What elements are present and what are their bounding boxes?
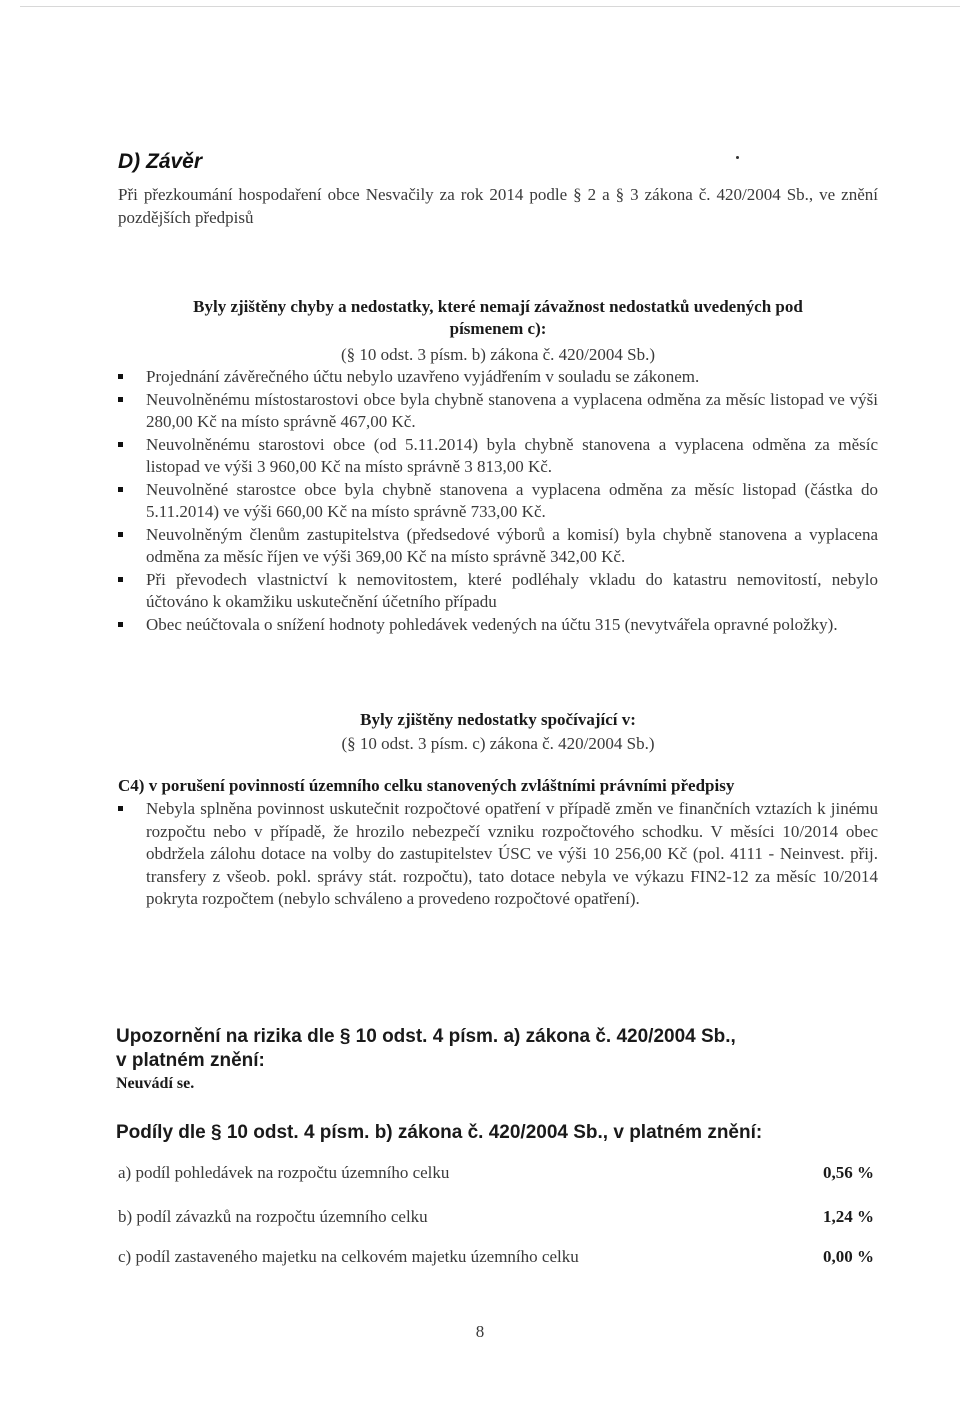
stray-dot <box>736 156 739 159</box>
errors-heading-line1: Byly zjištěny chyby a nedostatky, které nemají závažnost nedostatků uvedených pod <box>193 297 803 316</box>
deficiencies-list <box>118 798 878 911</box>
list-item <box>118 366 878 389</box>
list-item <box>118 798 878 911</box>
bullet-icon <box>118 806 123 811</box>
deficiencies-heading <box>118 709 878 755</box>
errors-heading <box>118 296 878 366</box>
list-item <box>118 389 878 434</box>
bullet-icon <box>118 532 123 537</box>
list-item-text: Neuvolněné starostce obce byla chybně stanovena a vyplacena odměna za měsíc listopad (částka do 5.11.2014) ve výši 660,00 Kč na místo správně 733,00 Kč. <box>146 479 878 521</box>
errors-list <box>118 366 878 636</box>
errors-reference: (§ 10 odst. 3 písm. b) zákona č. 420/2004 Sb.) <box>341 345 655 364</box>
list-item-text: Neuvolněnému starostovi obce (od 5.11.2014) byla chybně stanovena a vyplacena odměna za měsíc listopad ve výši 3 960,00 Kč na místo správně 3 813,00 Kč. <box>146 434 878 476</box>
list-item <box>118 569 878 614</box>
list-item-text: Neuvolněnému místostarostovi obce byla chybně stanovena a vyplacena odměna za měsíc listopad ve výši 280,00 Kč na místo správně 467,00 Kč. <box>146 389 878 431</box>
list-item <box>118 479 878 524</box>
deficiencies-reference: (§ 10 odst. 3 písm. c) zákona č. 420/2004 Sb.) <box>341 734 655 753</box>
bullet-icon <box>118 577 123 582</box>
list-item <box>118 434 878 479</box>
risk-body: Neuvádí se. <box>116 1075 195 1092</box>
share-row-value: 0,00 % <box>823 1247 874 1266</box>
risk-heading <box>116 1025 876 1073</box>
list-item <box>118 614 878 637</box>
errors-heading-line2: písmenem c): <box>449 319 547 338</box>
shares-heading: Podíly dle § 10 odst. 4 písm. b) zákona č. 420/2004 Sb., v platném znění: <box>116 1122 763 1143</box>
top-rule <box>20 6 960 7</box>
list-item <box>118 524 878 569</box>
list-item-text: Nebyla splněna povinnost uskutečnit rozpočtové opatření v případě změn ve finančních vztazích k jinému rozpočtu nebo v případě, že hrozilo nebezpečí vzniku rozpočtového schodku. V měsíci 10/2014 obec obdržela zálohu dotace na volby do zastupitelstev ÚSC ve výši 10 256,00 Kč (pol. 4111 - Neinvest. přij. transfery z všeob. pokl. správy stát. rozpočtu), tato dotace nebyla ve výkazu FIN2-12 za měsíc 10/2014 pokryta rozpočtem (nebylo schváleno a provedeno rozpočtové opatření). <box>146 799 878 908</box>
section-title: D) Závěr <box>118 150 203 173</box>
list-item-text: Neuvolněným členům zastupitelstva (předsedové výborů a komisí) byla chybně stanovena a vyplacena odměna za měsíc říjen ve výši 369,00 Kč na místo správně 342,00 Kč. <box>146 524 878 566</box>
share-row-value: 1,24 % <box>823 1207 874 1226</box>
share-row-label: b) podíl závazků na rozpočtu územního celku <box>118 1207 428 1226</box>
risk-heading-line1: Upozornění na rizika dle § 10 odst. 4 písm. a) zákona č. 420/2004 Sb., <box>116 1026 736 1047</box>
c4-heading: C4) v porušení povinností územního celku stanovených zvláštními právními předpisy <box>118 776 735 795</box>
bullet-icon <box>118 397 123 402</box>
list-item-text: Při převodech vlastnictví k nemovitostem, které podléhaly vkladu do katastru nemovitostí, nebylo účtováno k okamžiku uskutečnění účetního případu <box>146 569 878 611</box>
list-item-text: Projednání závěrečného účtu nebylo uzavřeno vyjádřením v souladu se zákonem. <box>146 367 700 386</box>
bullet-icon <box>118 442 123 447</box>
share-row-label: a) podíl pohledávek na rozpočtu územního celku <box>118 1163 450 1182</box>
bullet-icon <box>118 622 123 627</box>
intro-text: Při přezkoumání hospodaření obce Nesvačily za rok 2014 podle § 2 a § 3 zákona č. 420/2004 Sb., ve znění pozdějších předpisů <box>118 185 878 227</box>
page-number: 8 <box>475 1322 485 1341</box>
list-item-text: Obec neúčtovala o snížení hodnoty pohledávek vedených na účtu 315 (nevytvářela opravné položky). <box>146 614 838 634</box>
risk-heading-line2: v platném znění: <box>116 1050 265 1071</box>
bullet-icon <box>118 487 123 492</box>
share-row-label: c) podíl zastaveného majetku na celkovém majetku územního celku <box>118 1247 579 1266</box>
bullet-icon <box>118 374 123 379</box>
share-row-value: 0,56 % <box>823 1163 874 1182</box>
deficiencies-heading-text: Byly zjištěny nedostatky spočívající v: <box>360 710 636 729</box>
